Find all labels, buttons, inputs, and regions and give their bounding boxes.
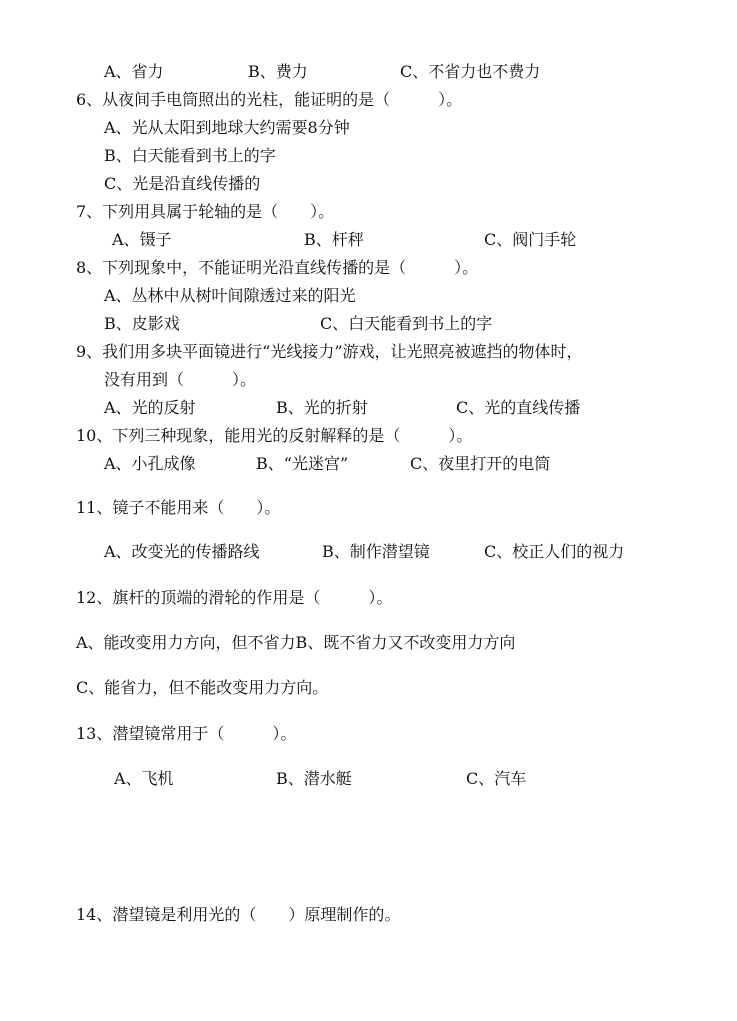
q12-options-ab: A、能改变用力方向，但不省力B、既不省力又不改变用力方向 <box>76 633 516 652</box>
q12-option-c: C、能省力，但不能改变用力方向。 <box>76 678 329 697</box>
q7-question: 7、下列用具属于轮轴的是（ ）。 <box>76 202 335 221</box>
q13-option-b: B、潜水艇 <box>276 769 352 788</box>
q6-question: 6、从夜间手电筒照出的光柱，能证明的是（ ）。 <box>76 90 463 109</box>
q9-question-cont: 没有用到（ ）。 <box>104 370 257 389</box>
q5-option-b: B、费力 <box>248 62 308 81</box>
q7-option-c: C、阀门手轮 <box>484 230 577 249</box>
q9-option-a: A、光的反射 <box>104 398 196 417</box>
q5-option-c: C、不省力也不费力 <box>400 62 541 81</box>
q8-option-b: B、皮影戏 <box>104 314 180 333</box>
q7-option-a: A、镊子 <box>112 230 172 249</box>
q10-question: 10、下列三种现象，能用光的反射解释的是（ ）。 <box>76 426 473 445</box>
q14-question: 14、潜望镜是利用光的（ ）原理制作的。 <box>76 905 401 924</box>
q13-question: 13、潜望镜常用于（ ）。 <box>76 724 297 743</box>
q13-option-c: C、汽车 <box>466 769 527 788</box>
q11-question: 11、镜子不能用来（ ）。 <box>76 498 281 517</box>
q5-option-a: A、省力 <box>104 62 164 81</box>
q9-option-c: C、光的直线传播 <box>456 398 581 417</box>
q13-option-a: A、飞机 <box>114 769 174 788</box>
q6-option-a: A、光从太阳到地球大约需要8分钟 <box>104 118 350 137</box>
q8-option-a: A、丛林中从树叶间隙透过来的阳光 <box>104 286 356 305</box>
q9-option-b: B、光的折射 <box>276 398 368 417</box>
q8-question: 8、下列现象中，不能证明光沿直线传播的是（ ）。 <box>76 258 479 277</box>
q6-option-b: B、白天能看到书上的字 <box>104 146 276 165</box>
q10-option-b: B、“光迷宫” <box>256 454 349 473</box>
q8-option-c: C、白天能看到书上的字 <box>320 314 493 333</box>
q11-option-b: B、制作潜望镜 <box>322 542 430 561</box>
q9-question: 9、我们用多块平面镜进行“光线接力”游戏，让光照亮被遮挡的物体时， <box>76 342 583 361</box>
q7-option-b: B、杆秤 <box>304 230 364 249</box>
q11-option-a: A、改变光的传播路线 <box>104 542 260 561</box>
q10-option-a: A、小孔成像 <box>104 454 196 473</box>
q6-option-c: C、光是沿直线传播的 <box>104 174 261 193</box>
q10-option-c: C、夜里打开的电筒 <box>410 454 551 473</box>
q11-option-c: C、校正人们的视力 <box>484 542 625 561</box>
q12-question: 12、旗杆的顶端的滑轮的作用是（ ）。 <box>76 588 393 607</box>
